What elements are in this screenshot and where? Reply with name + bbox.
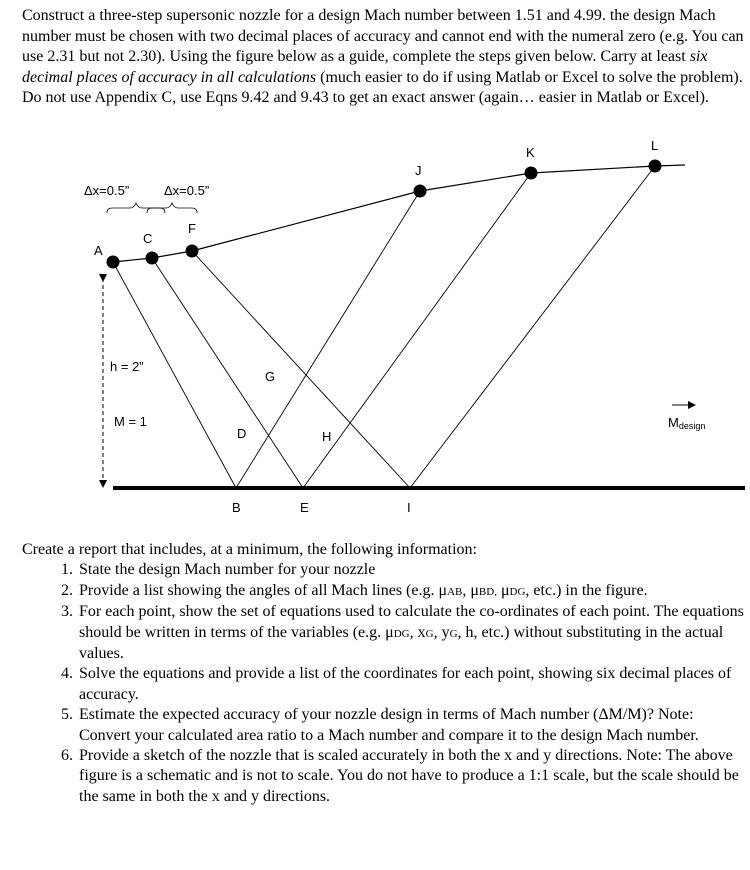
item-text: , etc.) in the figure. [525,581,648,599]
label-A: A [94,243,103,258]
item-text: Solve the equations and provide a list of the coordinates for each point, showing six decimal places of accuracy. [79,665,732,703]
label-K: K [526,145,535,160]
report-requirements [22,540,747,807]
dx-label-1: Δx=0.5” [84,183,130,198]
brace-2 [147,203,197,213]
item-text: μ [496,581,510,599]
mach-line-AB [113,262,236,488]
report-item-2 [77,581,747,602]
height-label: h = 2” [110,359,144,374]
inlet-mach-label: M = 1 [114,414,147,429]
item-text: , μ [462,581,479,599]
mach-line-CE [152,258,303,488]
label-F: F [188,221,196,236]
item-text: Estimate the expected accuracy of your nozzle design in terms of Mach number (ΔM/M)? Note: Convert your calculated area ratio to a Mach number and compare it to the design Mach number. [79,706,699,744]
point-L-marker [649,160,662,173]
design-mach-M: M [668,415,679,430]
point-K-marker [525,167,538,180]
mach-lines [113,166,655,488]
item-text: , h, etc.) without substituting in the actual values. [79,623,724,663]
point-C-marker [146,252,159,265]
label-J: J [415,163,422,178]
label-G: G [265,369,276,384]
item-text: , x [409,623,426,641]
report-heading: Create a report that includes, at a minimum, the following information: [22,541,477,558]
item-text: State the design Mach number for your nozzle [79,561,376,579]
label-D: D [237,426,247,441]
dx-label-2: Δx=0.5” [164,183,210,198]
item-text: , y [433,623,450,641]
report-item-5 [77,705,747,746]
subscript: DG [393,627,410,640]
mach-line-IL [410,166,655,488]
subscript: DG [509,585,526,598]
label-I: I [407,500,411,515]
label-B: B [232,500,241,515]
subscript: G [449,627,458,640]
item-text: Provide a sketch of the nozzle that is scaled accurately in both the x and y directions. Note: The above figure is a schematic and is not to scale. You do not have to produce a 1:1 scale, but the scale should be the same in both the x and y directions. [79,747,739,805]
point-A-marker [107,256,120,269]
report-item-1 [77,560,747,580]
report-item-3 [77,602,747,664]
label-L: L [651,138,659,153]
label-E: E [300,500,309,515]
report-item-6 [77,746,747,807]
nozzle-wall-contour [113,165,685,262]
subscript: AB [447,585,463,598]
label-H: H [322,429,332,444]
point-F-marker [186,245,199,258]
design-mach-sub: design [678,421,706,431]
subscript: BD, [478,585,497,598]
intro-text-2: (much easier to do if using Matlab or Excel to solve the problem). Do not use Appendix C, use Eqns 9.42 and 9.43 to get an exact answer (again… easier in Matlab or Excel). [22,68,743,107]
mach-line-EK [303,173,531,488]
design-mach-label [668,415,705,431]
intro-italic: six decimal places of accuracy in all calculations [22,48,708,86]
intro-text-1: Construct a three-step supersonic nozzle for a design Mach number between 1.51 and 4.99. the design Mach number must be chosen with two decimal places of accuracy and cannot end with the numeral zero (e.g. You can use 2.31 but not 2.30). Using the figure below as a guide, complete the steps given below. Carry at least [22,7,744,66]
subscript: G [425,627,434,640]
item-text: Provide a list showing the angles of all Mach lines (e.g. μ [79,581,448,599]
item-text: For each point, show the set of equations used to calculate the co-ordinates of each point. The equations should be written in terms of the variables (e.g. μ [79,603,744,641]
label-C: C [143,231,153,246]
report-list [22,560,747,807]
report-item-4 [77,664,747,705]
point-J-marker [414,185,427,198]
